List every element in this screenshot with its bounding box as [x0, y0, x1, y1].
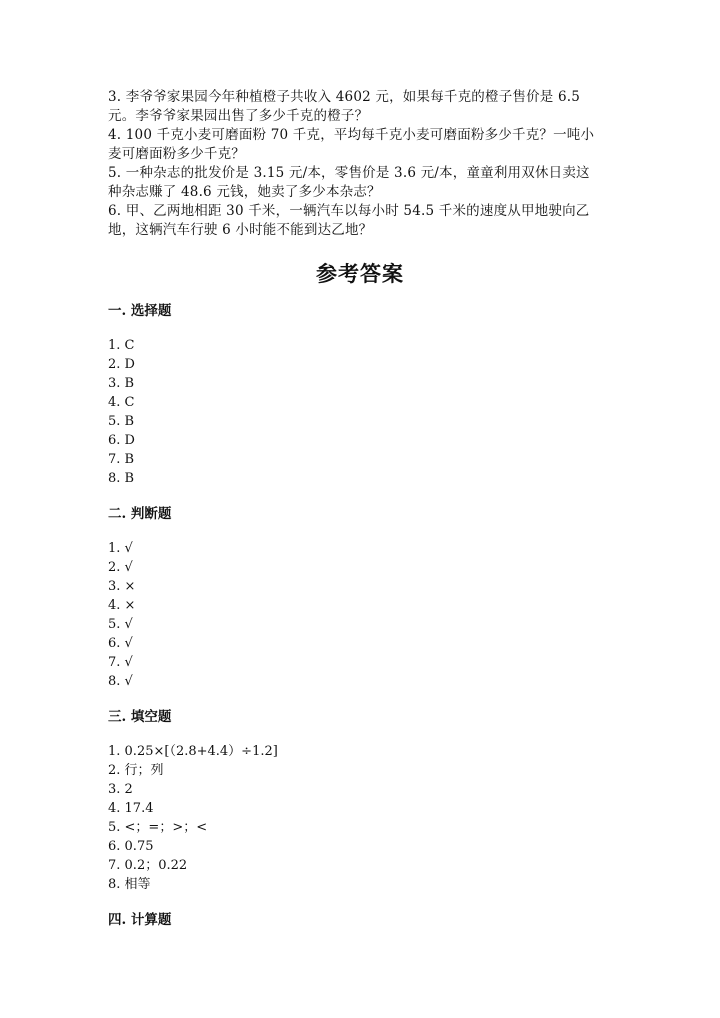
answer-item: 6. 0.75	[108, 839, 154, 854]
answer-item: 1. 0.25×[（2.8+4.4）÷1.2]	[108, 744, 278, 759]
answer-item: 4. C	[108, 395, 135, 410]
question-6-line-1: 6. 甲、乙两地相距 30 千米，一辆汽车以每小时 54.5 千米的速度从甲地驶向乙	[108, 203, 590, 219]
question-3-line-2: 元。李爷爷家果园出售了多少千克的橙子？	[108, 108, 369, 124]
answer-item: 8. √	[108, 674, 133, 689]
answer-item: 7. B	[108, 452, 135, 467]
answer-item: 1. √	[108, 541, 133, 556]
question-5-line-2: 种杂志赚了 48.6 元钱，她卖了多少本杂志？	[108, 184, 381, 200]
section-heading-true-false: 二. 判断题	[108, 506, 172, 522]
question-5-line-1: 5. 一种杂志的批发价是 3.15 元/本，零售价是 3.6 元/本，童童利用双休日卖这	[108, 165, 590, 181]
answer-item: 3. 2	[108, 782, 133, 797]
question-4-line-1: 4. 100 千克小麦可磨面粉 70 千克，平均每千克小麦可磨面粉多少千克？一吨小	[108, 127, 595, 143]
section-heading-choice: 一. 选择题	[108, 303, 172, 319]
answer-key-title: 参考答案	[316, 261, 404, 286]
answer-item: 7. 0.2；0.22	[108, 858, 188, 873]
answer-item: 7. √	[108, 655, 133, 670]
answer-item: 5. √	[108, 617, 133, 632]
answer-item: 1. C	[108, 338, 135, 353]
answer-item: 5. B	[108, 414, 135, 429]
answer-item: 6. √	[108, 636, 133, 651]
question-4-line-2: 麦可磨面粉多少千克？	[108, 146, 245, 162]
question-3-line-1: 3. 李爷爷家果园今年种植橙子共收入 4602 元，如果每千克的橙子售价是 6.5	[108, 89, 581, 105]
answer-item: 4. 17.4	[108, 801, 154, 816]
section-heading-calculation: 四. 计算题	[108, 912, 172, 928]
answer-item: 8. B	[108, 471, 135, 486]
answer-item: 3. B	[108, 376, 135, 391]
answer-item: 8. 相等	[108, 877, 151, 892]
answer-item: 2. 行；列	[108, 763, 164, 778]
answer-item: 6. D	[108, 433, 135, 448]
answer-item: 2. √	[108, 560, 133, 575]
answer-item: 3. ×	[108, 579, 136, 594]
section-heading-fill-blank: 三. 填空题	[108, 709, 172, 725]
question-6-line-2: 地，这辆汽车行驶 6 小时能不能到达乙地？	[108, 222, 373, 238]
answer-item: 5. <；=；>；<	[108, 820, 208, 835]
answer-item: 2. D	[108, 357, 135, 372]
answer-item: 4. ×	[108, 598, 136, 613]
